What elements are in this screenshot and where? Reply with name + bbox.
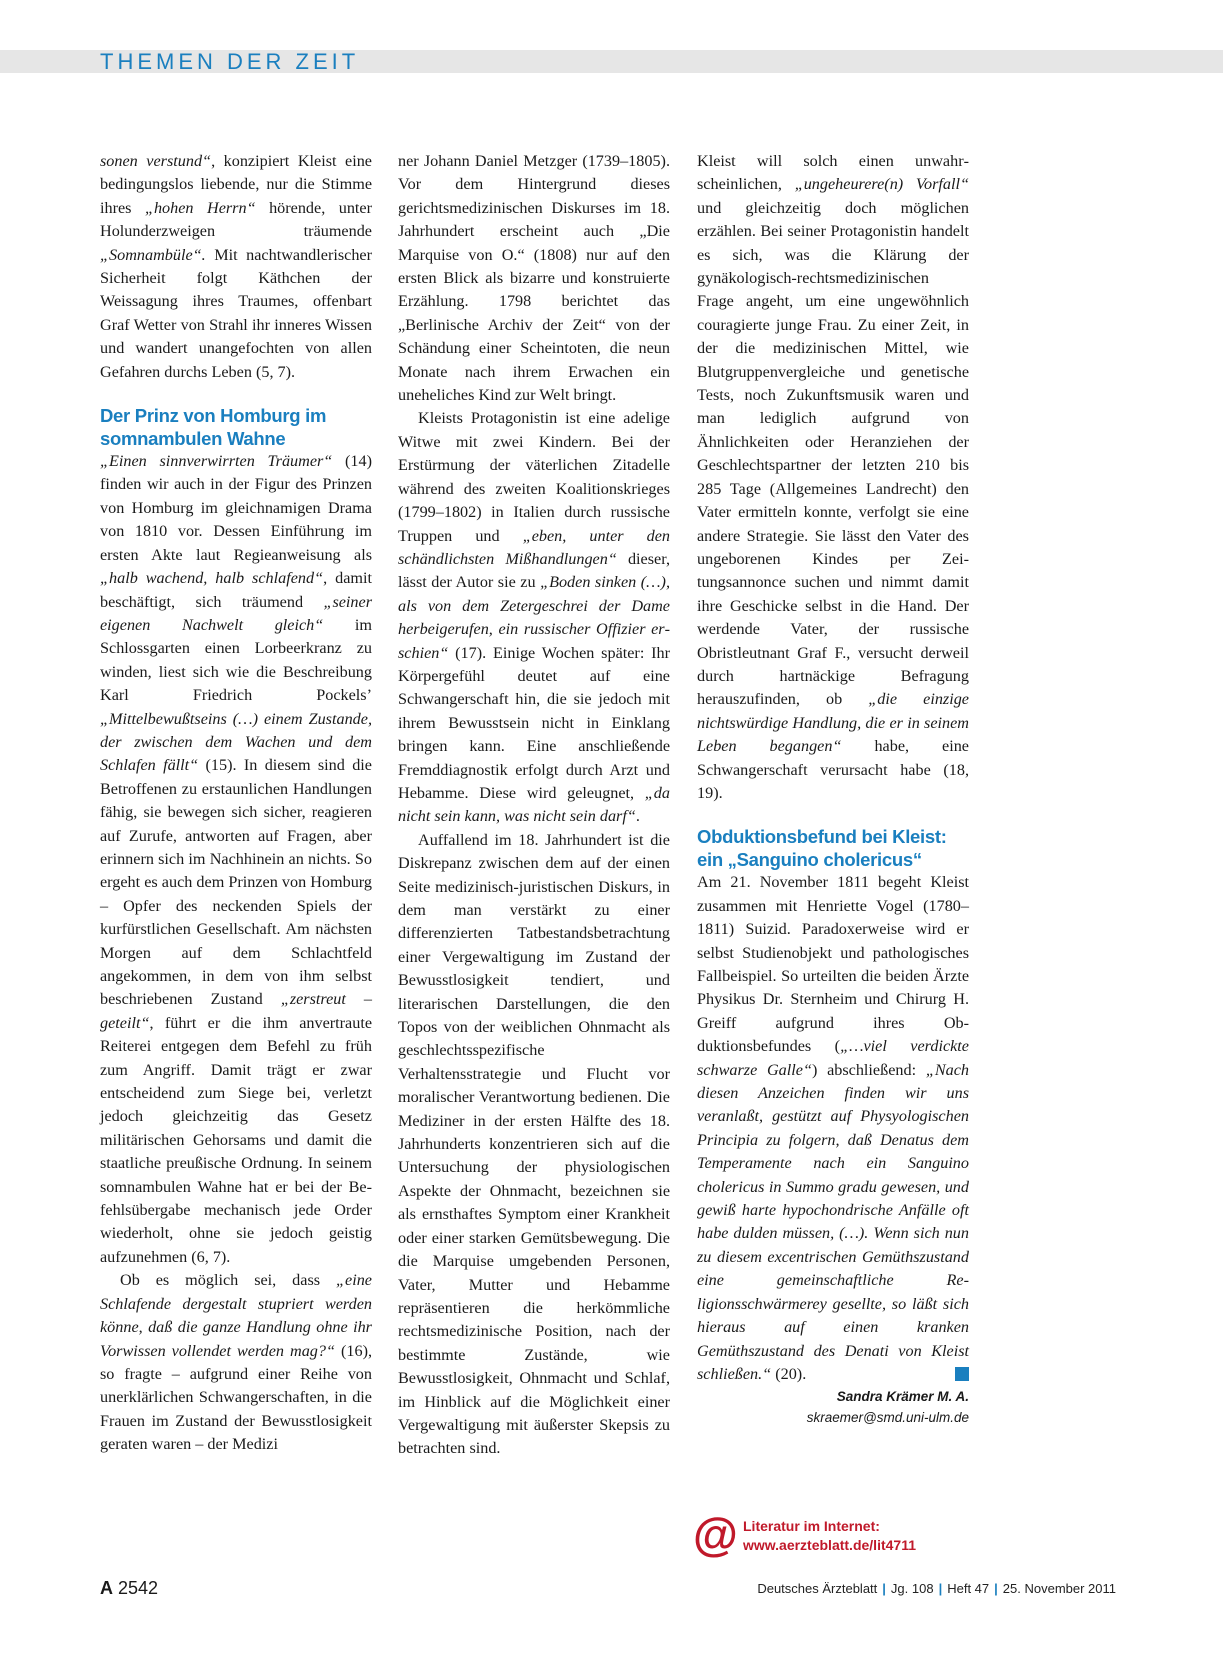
volume: Jg. 108 — [890, 1581, 934, 1596]
section-heading: Der Prinz von Homburg im somnambulen Wahne — [100, 405, 327, 450]
literature-label: Literatur im Internet: — [743, 1518, 880, 1534]
paragraph: sonen verstund“, konzipiert Kleist eine bedingungslos liebende, nur die Stimme ihres „hohen Herrn“ hörende, unter Holunderzweigen träumende „Somnambüle“. Mit nachtwandlerischer Sicherheit folgt Käthchen der Weissagung ihres Traumes, offenbart Graf Wetter von Strahl ihr inneres Wissen und wandert unangefochten von allen Gefahren durchs Leben (5, 7). — [100, 152, 372, 381]
literature-link[interactable]: www.aerzteblatt.de/lit4711 — [743, 1537, 916, 1553]
paragraph: Auffallend im 18. Jahrhundert ist die Diskrepanz zwischen dem auf der einen Seite medizinisch-juristischen Diskurs, in dem man verstärkt zu einer differenzierten Tatbestandsbetrachtung einer Vergewaltigung im Zustand der Bewusstlosigkeit tendiert, und literarischen Darstellungen, die den Topos von der weiblichen Ohnmacht als geschlechtsspezifische Verhaltensstrategie und Flucht vor moralischer Verantwortung bedienen. Die Mediziner in der ersten Hälfte des 18. Jahrhunderts konzentrieren sich auf die Untersuchung der physiologischen Aspekte der Ohnmacht, bezeichnen sie als ernsthaftes Symptom einer Krankheit oder einer starken Gemütsbewegung. Die die Marquise umgebenden Personen, Vater, Mutter und Hebamme repräsentieren die herkömmliche rechtsmedizinische Position, nach der bestimmte Zustände, wie Bewusstlosigkeit, Ohnmacht und Schlaf, im Hinblick auf die Möglichkeit einer Vergewaltigung mit äußerster Skepsis zu betrachten sind. — [398, 830, 670, 1458]
author-email[interactable]: skraemer@smd.uni-ulm.de — [806, 1410, 969, 1426]
footer-citation: Deutsches Ärzteblatt | Jg. 108 | Heft 47 | 25. November 2011 — [757, 1581, 1116, 1596]
end-square-icon — [955, 1367, 969, 1381]
paragraph: ner Johann Daniel Metzger (1739–1805). Vor dem Hintergrund dieses gerichtsmedizinischen Diskurses im 18. Jahrhundert erscheint auch „Die Marquise von O.“ (1808) nur auf den ersten Blick als bizarre und konstruierte Erzählung. 1798 berichtet das „Berlinische Archiv der Zeit“ von der Schändung einer Scheintoten, die neun Monate nach ihrem Erwachen ein uneheliches Kind zur Welt bringt. — [398, 152, 670, 405]
literature-text — [743, 1517, 916, 1555]
paragraph: Ob es möglich sei, dass „eine Schlafende dergestalt stupriert werden könne, daß die ganze Handlung ohne ihr Vorwissen vollendet werden mag?“ (16), so fragte – aufgrund einer Reihe von unerklärlichen Schwangerschaften, in die Frauen im Zustand der Bewusstlosigkeit geraten waren – der Medizi — [100, 1271, 373, 1454]
issue-date: 25. November 2011 — [1002, 1581, 1116, 1596]
author-signature — [697, 1386, 969, 1428]
column-3 — [697, 150, 969, 1428]
page-number: A 2542 — [100, 1578, 159, 1598]
author-name: Sandra Krämer M. A. — [836, 1389, 969, 1405]
column-2 — [398, 150, 670, 1461]
literature-box — [693, 1508, 993, 1561]
column-1 — [100, 150, 372, 1457]
at-icon: @ — [693, 1508, 738, 1560]
journal-name: Deutsches Ärzteblatt — [757, 1581, 878, 1596]
section-title: THEMEN DER ZEIT — [100, 49, 360, 74]
paragraph: Kleist will solch einen unwahrscheinlichen, „ungeheurere(n) Vorfall“ und gleichzeitig doch möglichen erzählen. Bei seiner Protagonistin handelt es sich, was die Klärung der gynäkologisch-rechtsmedizinischen Frage angeht, um eine ungewöhnlich couragierte junge Frau. Zu einer Zeit, in der die medizinischen Mittel, wie Blutgruppenvergleiche und genetische Tests, noch Zukunftsmusik waren und man lediglich aufgrund von Ähnlichkeiten oder Heranziehen der Geschlechtspartner der letzten 210 bis 285 Tage (Allgemeines Landrecht) den Vater ermitteln konnte, verfolgt sie eine andere Strategie. Sie lässt den Vater des ungeborenen Kindes per Zeitungsannonce suchen und nimmt damit ihre Geschicke selbst in die Hand. Der werdende Vater, der russische Obristleutnant Graf F., versucht derweil durch hartnäckige Befragung herauszufinden, ob „die einzige nichtswürdige Handlung, die er in seinem Leben begangen“ habe, eine Schwangerschaft verursacht habe (18, 19). — [697, 152, 970, 802]
section-heading: Obduktionsbefund bei Kleist: ein „Sanguino cholericus“ — [697, 826, 947, 871]
paragraph: Kleists Protagonistin ist eine adelige Witwe mit zwei Kindern. Bei der Erstürmung der väterlichen Zitadelle während des zweiten Koalitionskrieges (1799–1802) in Italien durch russische Truppen und „eben, unter den schändlichsten Mißhandlungen“ dieser, lässt der Autor sie zu „Boden sinken (…), als von dem Zetergeschrei der Dame herbeigerufen, ein russischer Offizier erschien“ (17). Einige Wochen später: Ihr Körpergefühl deutet auf eine Schwangerschaft hin, die sie jedoch mit ihrem Bewusstsein nicht in Einklang bringen kann. Eine anschließende Fremddiagnostik erfolgt durch Arzt und Hebamme. Diese wird geleugnet, „da nicht sein kann, was nicht sein darf“. — [398, 409, 670, 826]
issue: Heft 47 — [947, 1581, 990, 1596]
paragraph: „Einen sinnverwirrten Träumer“ (14) finden wir auch in der Figur des Prinzen von Homburg im gleichnamigen Drama von 1810 vor. Dessen Einführung im ersten Akte laut Regieanweisung als „halb wachend, halb schlafend“, damit beschäftigt, sich träumend „seiner eigenen Nachwelt gleich“ im Schlossgarten einen Lorbeerkranz zu winden, liest sich wie die Beschreibung Karl Friedrich Pockels’ „Mittelbewußtseins (…) einem Zustande, der zwischen dem Wachen und dem Schlafen fällt“ (15). In diesem sind die Betroffenen zu erstaunlichen Handlungen fähig, sie bewegen sich sicher, reagieren auf Zurufe, antworten auf Fragen, aber erinnern sich im Nachhinein an nichts. So ergeht es auch dem Prinzen von Homburg – Opfer des neckenden Spiels der kurfürstlichen Gesellschaft. Am nächsten Morgen auf dem Schlachtfeld angekommen, in dem von ihm selbst beschriebenen Zustand „zerstreut – geteilt“, führt er die ihm anvertraute Reiterei entgegen dem Befehl zu früh zum Angriff. Damit trägt er zwar entscheidend zum Siege bei, verletzt jedoch gleichzeitig das Gesetz militärischen Gehorsams und damit die staatliche preußische Ordnung. In seinem somnambulen Wahne hat er bei der Befehlsübergabe mechanisch jede Order wiederholt, ohne sie jedoch geistig aufzunehmen (6, 7). — [100, 452, 373, 1266]
paragraph: Am 21. November 1811 begeht Kleist zusammen mit Henriette Vogel (1780–1811) Suizid. Paradoxerweise wird er selbst Studienobjekt und pathologisches Fallbeispiel. So urteilten die beiden Ärzte Physikus Dr. Sternheim und Chirurg H. Greiff aufgrund ihres Obduktionsbefundes („…viel verdickte schwarze Galle“) abschließend: „Nach diesen Anzeichen finden wir uns veranlaßt, gestützt auf Physyologischen Principia zu folgern, daß Denatus dem Temperamente nach ein Sanguino cholericus in Summo gradu gewesen, und gewiß harte hypochondrische Anfälle oft habe dulden müssen, (…). Wenn sich nun zu diesem excentrischen Gemüthszustand eine gemeinschaftliche Religionsschwärmerey gesellte, so läßt sich hieraus auf einen kranken Gemüthszustand des Denati von Kleist schließen.“ (20). — [697, 873, 969, 1383]
